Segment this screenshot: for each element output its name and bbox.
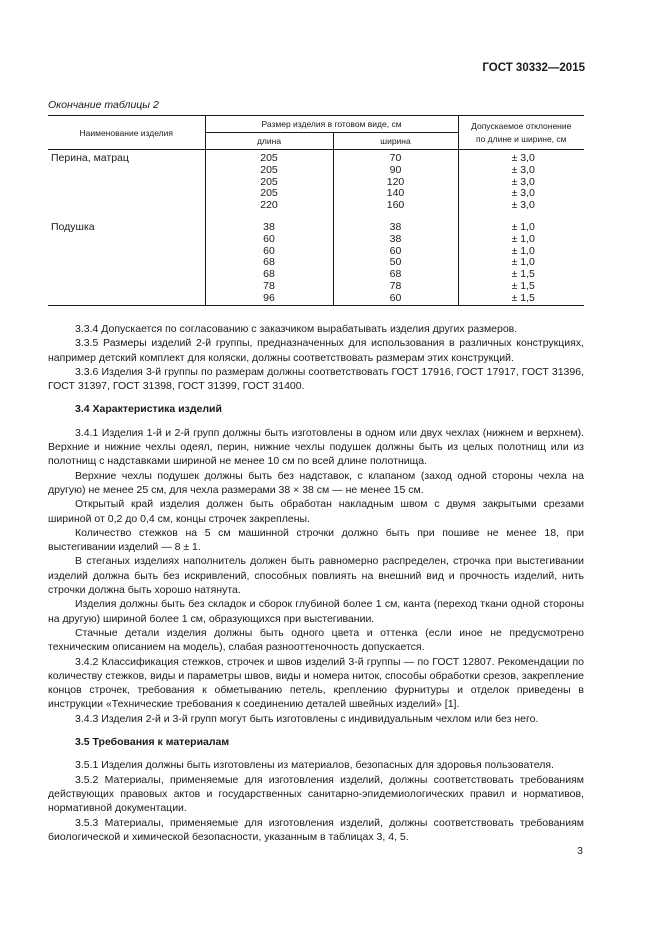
cell-tolerance: ± 3,0	[458, 165, 584, 177]
paragraph: Количество стежков на 5 см машинной строчки должно быть при пошиве не менее 18, при выстегивании изделий — 8 ± 1.	[48, 526, 584, 554]
cell-width: 60	[333, 246, 458, 258]
cell-width: 60	[333, 293, 458, 305]
cell-length: 205	[205, 177, 333, 189]
paragraph-3-4-3: 3.4.3 Изделия 2-й и 3-й групп могут быть изготовлены с индивидуальным чехлом или без него.	[75, 712, 539, 725]
table-row	[48, 188, 584, 200]
paragraph: Стачные детали изделия должны быть одного цвета и оттенка (если иное не предусмотрено техническим описанием на модель), слабая разнооттеночность допускается.	[48, 626, 584, 654]
col-header-width: ширина	[333, 133, 458, 150]
cell-tolerance: ± 3,0	[458, 177, 584, 189]
table-row	[48, 246, 584, 258]
cell-width: 120	[333, 177, 458, 189]
col-header-tolerance-line2: по длине и ширине, см	[475, 133, 567, 144]
section-heading-3-4: 3.4 Характеристика изделий	[75, 403, 222, 416]
cell-length: 220	[205, 200, 333, 212]
paragraph-3-5-1: 3.5.1 Изделия должны быть изготовлены из материалов, безопасных для здоровья пользователя.	[75, 759, 554, 772]
cell-length: 68	[205, 269, 333, 281]
col-header-name: Наименование изделия	[48, 116, 205, 150]
table-row	[48, 269, 584, 281]
cell-length: 205	[205, 188, 333, 200]
paragraph-3-5-3: 3.5.3 Материалы, применяемые для изготовления изделий, должны соответствовать требованиям биологической и химической безопасности, указанным в таблицах 3, 4, 5.	[48, 816, 584, 843]
cell-length: 96	[205, 293, 333, 305]
paragraph-3-3-5: 3.3.5 Размеры изделий 2-й группы, предназначенных для использования в различных конструкциях, например детский комплект для коляски, должны соответствовать размерам этих конструкций.	[48, 337, 584, 364]
cell-tolerance: ± 1,0	[458, 234, 584, 246]
cell-width: 140	[333, 188, 458, 200]
cell-length: 205	[205, 165, 333, 177]
cell-tolerance: ± 1,0	[458, 222, 584, 234]
table-row	[48, 177, 584, 189]
paragraph: В стеганых изделиях наполнитель должен быть равномерно распределен, строчка при выстегивании изделий должна быть без искривлений, способных повлиять на внешний вид и прочность изделий, нить строчки должна быть хорошо натянута.	[48, 555, 584, 597]
cell-width: 38	[333, 222, 458, 234]
cell-tolerance: ± 1,0	[458, 257, 584, 269]
table-row	[48, 234, 584, 246]
cell-width: 50	[333, 257, 458, 269]
table-row	[48, 165, 584, 177]
cell-width: 160	[333, 200, 458, 212]
size-table	[48, 115, 584, 306]
cell-tolerance: ± 1,0	[458, 246, 584, 258]
col-header-tolerance-line1: Допускаемое отклонение	[471, 120, 572, 131]
body-text	[48, 322, 584, 844]
paragraph-3-4-1: 3.4.1 Изделия 1-й и 2-й групп должны быть изготовлены в одном или двух чехлах (нижнем и верхнем). Верхние и нижние чехлы одеял, перин, нижние чехлы подушек должны быть из целых полотнищ или из полотнищ с надставками шириной не менее 10 см по всей длине полотнища.	[48, 426, 584, 468]
cell-length: 60	[205, 246, 333, 258]
paragraph: Открытый край изделия должен быть обработан накладным швом с двумя закрытыми срезами шириной от 0,2 до 0,4 см, концы строчек закреплены.	[48, 498, 584, 525]
table-row	[48, 281, 584, 293]
cell-length: 205	[205, 150, 333, 165]
cell-width: 90	[333, 165, 458, 177]
section-heading-3-5: 3.5 Требования к материалам	[75, 736, 230, 749]
paragraph-3-5-2: 3.5.2 Материалы, применяемые для изготовления изделий, должны соответствовать требованиям действующих правовых актов и государственных санитарно-эпидемиологических правил и нормативов, нормативной документации.	[48, 773, 584, 815]
paragraph: Верхние чехлы подушек должны быть без надставок, с клапаном (заход одной стороны чехла на другую) не менее 25 см, для чехла размерами 38 × 38 см — не менее 15 см.	[48, 469, 584, 496]
cell-tolerance: ± 1,5	[458, 293, 584, 305]
cell-tolerance: ± 1,5	[458, 281, 584, 293]
col-header-size: Размер изделия в готовом виде, см	[205, 116, 458, 133]
group-name: Перина, матрац	[51, 152, 129, 164]
cell-width: 68	[333, 269, 458, 281]
cell-tolerance: ± 3,0	[458, 200, 584, 212]
paragraph-3-3-4: 3.3.4 Допускается по согласованию с заказчиком вырабатывать изделия других размеров.	[75, 323, 518, 335]
paragraph-3-4-2: 3.4.2 Классификация стежков, строчек и швов изделий 3-й группы — по ГОСТ 12807. Рекомендации по количеству стежков, виды и параметры швов, виды и номера ниток, способы обработки срезов, закрепление концов строчек, требования к обметыванию петель, креплению фурнитуры и отделок приведены в инструкции «Технические требования к соединению деталей швейных изделий» [1].	[48, 655, 584, 711]
cell-length: 68	[205, 257, 333, 269]
table-row	[48, 293, 584, 305]
table-row	[48, 222, 584, 234]
paragraph: Изделия должны быть без складок и сборок глубиной более 1 см, канта (переход ткани одной стороны на другую) шириной более 1 см, образующихся при выстегивании.	[48, 598, 584, 625]
table-row	[48, 257, 584, 269]
cell-tolerance: ± 1,5	[458, 269, 584, 281]
cell-length: 60	[205, 234, 333, 246]
cell-length: 78	[205, 281, 333, 293]
cell-tolerance: ± 3,0	[458, 188, 584, 200]
page-number: 3	[577, 845, 583, 857]
cell-width: 38	[333, 234, 458, 246]
table-row	[48, 200, 584, 212]
col-header-tolerance	[458, 116, 584, 150]
cell-length: 38	[205, 222, 333, 234]
cell-width: 78	[333, 281, 458, 293]
col-header-length: длина	[205, 133, 333, 150]
group-name: Подушка	[51, 220, 95, 233]
cell-tolerance: ± 3,0	[458, 150, 584, 165]
document-header: ГОСТ 30332—2015	[482, 62, 585, 74]
cell-width: 70	[333, 150, 458, 165]
table-caption: Окончание таблицы 2	[48, 99, 159, 111]
table-row	[48, 150, 584, 165]
paragraph-3-3-6: 3.3.6 Изделия 3-й группы по размерам должны соответствовать ГОСТ 17916, ГОСТ 17917, ГОСТ 31396, ГОСТ 31397, ГОСТ 31398, ГОСТ 31399, ГОСТ 31400.	[48, 365, 584, 393]
